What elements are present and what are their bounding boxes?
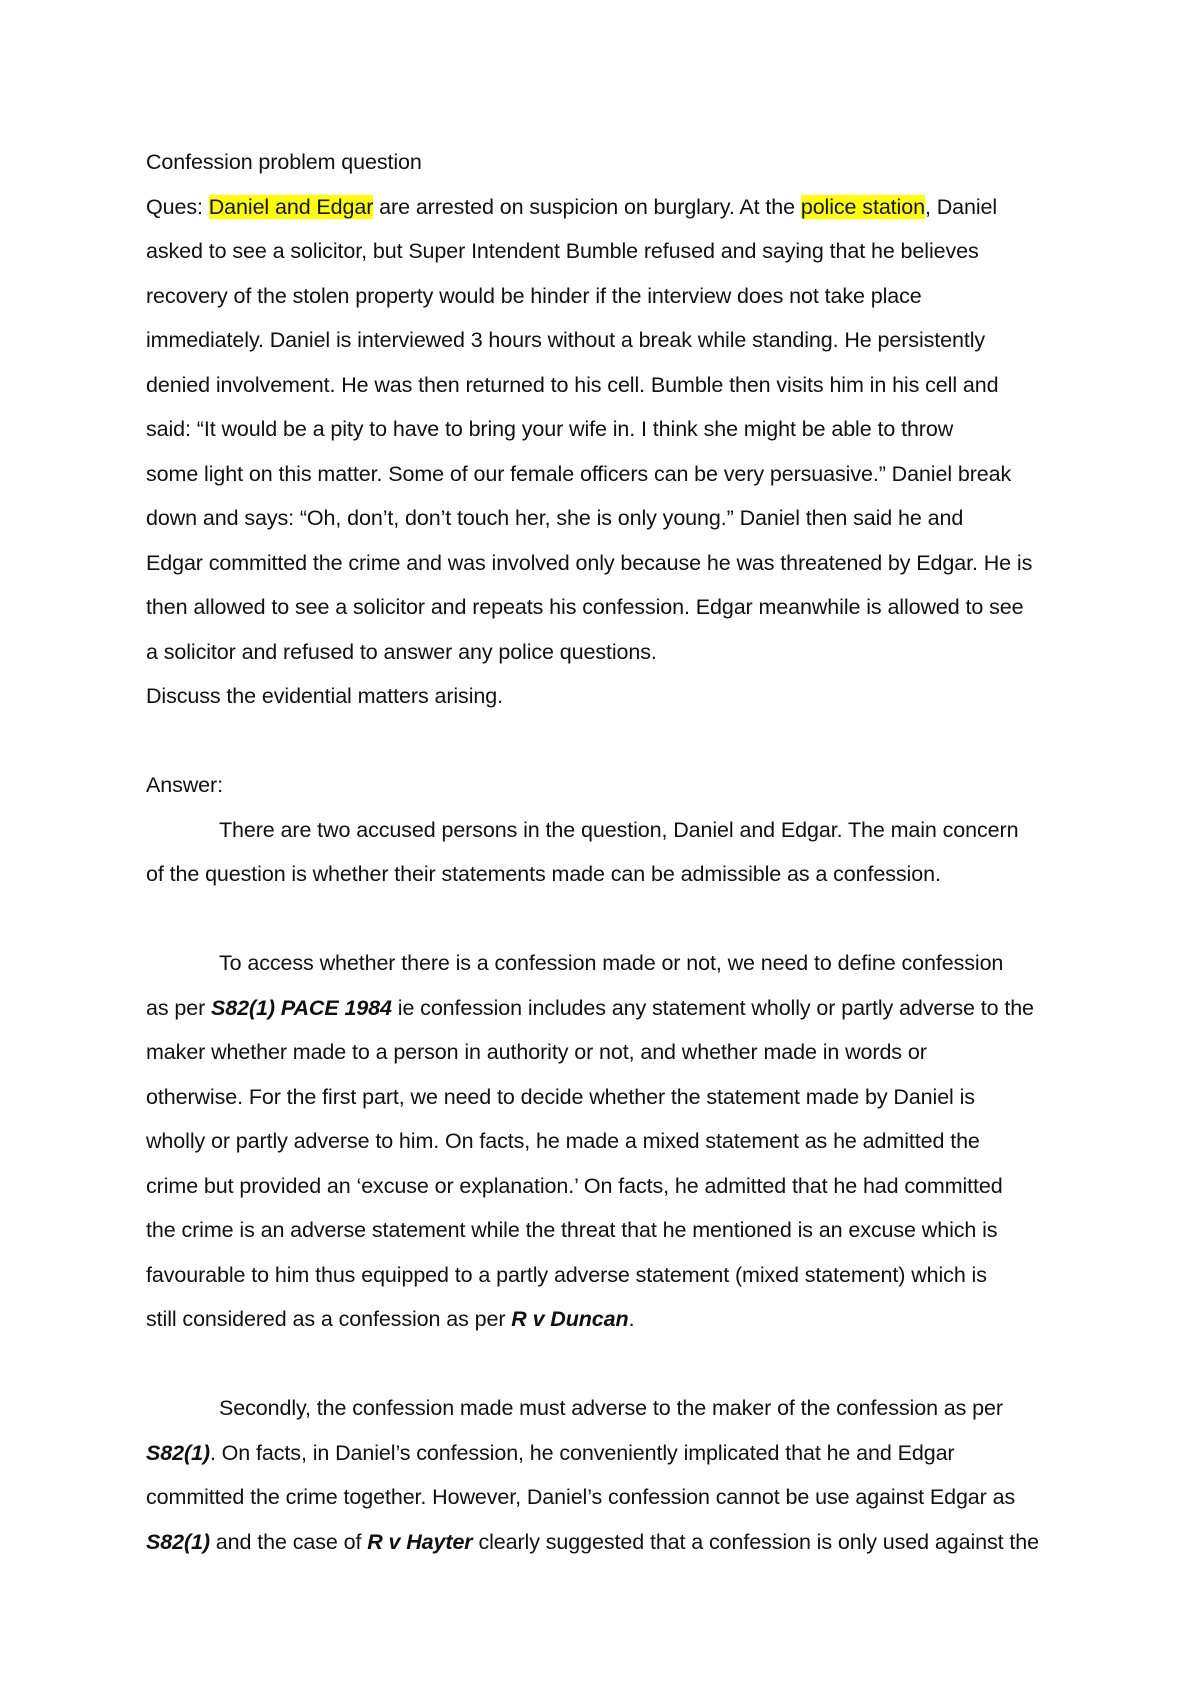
paragraph-1-line-2: of the question is whether their statements made can be admissible as a confession. <box>146 862 941 886</box>
spacer <box>146 719 1076 764</box>
paragraph-2-line-5: wholly or partly adverse to him. On facts, he made a mixed statement as he admitted the <box>146 1129 980 1153</box>
paragraph-2-line-9: still considered as a confession as per R v Duncan. <box>146 1307 635 1331</box>
statute-reference: S82(1) PACE 1984 <box>211 995 392 1020</box>
question-line-3: recovery of the stolen property would be hinder if the interview does not take place <box>146 283 922 308</box>
paragraph-3-line-3: committed the crime together. However, Daniel’s confession cannot be use against Edgar as <box>146 1485 1016 1509</box>
question-line-10: then allowed to see a solicitor and repeats his confession. Edgar meanwhile is allowed to see <box>146 595 1024 619</box>
question-line-11: a solicitor and refused to answer any police questions. <box>146 639 657 664</box>
highlight-names: Daniel and Edgar <box>208 194 374 219</box>
document-body <box>146 140 1076 1564</box>
paragraph-3-line-2: S82(1). On facts, in Daniel’s confession, he conveniently implicated that he and Edgar <box>146 1440 955 1465</box>
question-line-4: immediately. Daniel is interviewed 3 hours without a break while standing. He persistently <box>146 328 986 352</box>
question-label: Ques: <box>146 194 209 219</box>
case-reference: R v Duncan <box>511 1307 629 1331</box>
question-line-6: said: “It would be a pity to have to bring your wife in. I think she might be able to throw <box>146 417 954 441</box>
question-line-9: Edgar committed the crime and was involved only because he was threatened by Edgar. He is <box>146 550 1033 575</box>
case-reference: R v Hayter <box>367 1529 473 1554</box>
document-title: Confession problem question <box>146 150 422 174</box>
question-line-7: some light on this matter. Some of our female officers can be very persuasive.” Daniel break <box>146 461 1012 486</box>
question-line-12: Discuss the evidential matters arising. <box>146 684 503 708</box>
spacer <box>146 1342 1076 1387</box>
statute-reference: S82(1) <box>146 1440 210 1465</box>
spacer <box>146 897 1076 942</box>
paragraph-2-line-4: otherwise. For the first part, we need to decide whether the statement made by Daniel is <box>146 1084 975 1109</box>
question-line-5: denied involvement. He was then returned to his cell. Bumble then visits him in his cell and <box>146 372 999 397</box>
paragraph-3-line-1: Secondly, the confession made must adverse to the maker of the confession as per <box>219 1396 1003 1420</box>
paragraph-2-line-7: the crime is an adverse statement while the threat that he mentioned is an excuse which is <box>146 1218 998 1242</box>
paragraph-3-line-4: S82(1) and the case of R v Hayter clearly suggested that a confession is only used against the <box>146 1529 1039 1554</box>
paragraph-2-line-6: crime but provided an ‘excuse or explanation.’ On facts, he admitted that he had committed <box>146 1173 1003 1198</box>
paragraph-2-line-1: To access whether there is a confession made or not, we need to define confession <box>219 951 1004 975</box>
paragraph-2-line-8: favourable to him thus equipped to a partly adverse statement (mixed statement) which is <box>146 1262 987 1287</box>
question-line-2: asked to see a solicitor, but Super Intendent Bumble refused and saying that he believes <box>146 239 979 263</box>
statute-reference: S82(1) <box>146 1529 210 1554</box>
paragraph-2-line-2: as per S82(1) PACE 1984 ie confession includes any statement wholly or partly adverse to the <box>146 995 1034 1020</box>
highlight-police-station: police station <box>800 194 925 219</box>
question-line-1: Ques: Daniel and Edgar are arrested on suspicion on burglary. At the police station, Daniel <box>146 194 998 219</box>
paragraph-2-line-3: maker whether made to a person in authority or not, and whether made in words or <box>146 1040 927 1064</box>
question-line-8: down and says: “Oh, don’t, don’t touch her, she is only young.” Daniel then said he and <box>146 506 964 530</box>
paragraph-1-line-1: There are two accused persons in the question, Daniel and Edgar. The main concern <box>219 817 1019 842</box>
answer-heading: Answer: <box>146 773 223 797</box>
